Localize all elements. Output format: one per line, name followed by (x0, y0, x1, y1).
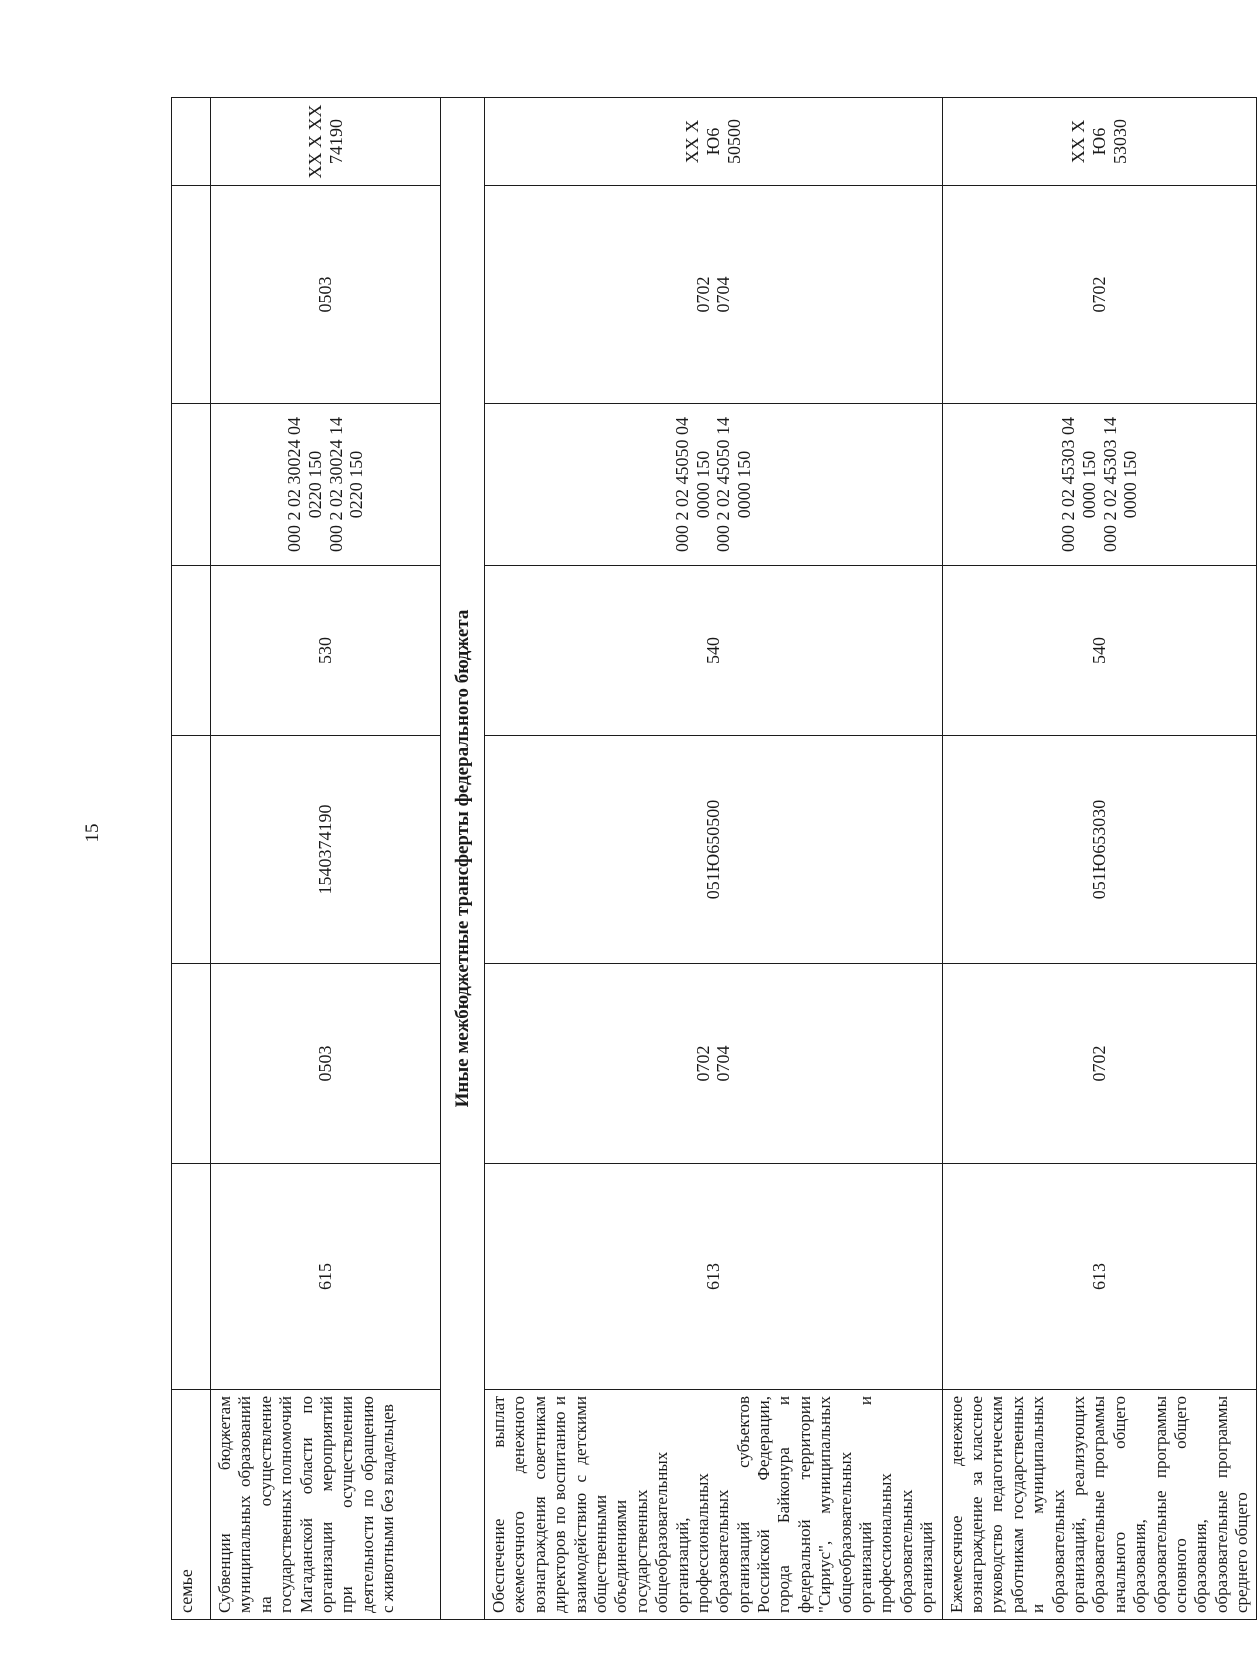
spacer-cell (172, 566, 211, 736)
continuation-text: семье (172, 1390, 211, 1620)
table-row-continuation (172, 98, 211, 1620)
table-row (211, 98, 441, 1620)
target-article-cell: 051Ю650500 (485, 736, 943, 964)
kod-cell: XX X Ю6 53030 (942, 98, 1257, 186)
spacer-cell (172, 98, 211, 186)
income-code-cell: 000 2 02 45303 04 0000 150 000 2 02 45303 14 0000 150 (942, 404, 1257, 566)
income-code-cell: 000 2 02 45050 04 0000 150 000 2 02 45050 14 0000 150 (485, 404, 943, 566)
rotated-table-container (171, 98, 1252, 1620)
section-cell: 0702 0704 (485, 186, 943, 404)
kod-cell: XX X XX 74190 (211, 98, 441, 186)
table-row (942, 98, 1257, 1620)
description-cell: Обеспечение выплат ежемесячного денежного вознаграждения советникам директоров по воспитанию и взаимодействию с детскими общественными объединениями государственных общеобразовательных организаций, профессиональных образовательных организаций субъектов Российской Федерации, города Байконура и федеральной территории "Сириус", муниципальных общеобразовательных организаций и профессиональных образовательных организаций (485, 1390, 943, 1620)
section-cell: 0503 (211, 964, 441, 1164)
kvr-cell: 540 (485, 566, 943, 736)
income-code-cell: 000 2 02 30024 04 0220 150 000 2 02 30024 14 0220 150 (211, 404, 441, 566)
spacer-cell (172, 186, 211, 404)
kod-cell: XX X Ю6 50500 (485, 98, 943, 186)
section-header: Иные межбюджетные трансферты федерального бюджета (441, 98, 485, 1620)
budget-codes-table (171, 97, 1257, 1620)
spacer-cell (172, 404, 211, 566)
spacer-cell (172, 736, 211, 964)
vr-cell: 613 (485, 1164, 943, 1390)
vr-cell: 613 (942, 1164, 1257, 1390)
description-cell: Ежемесячное денежное вознаграждение за классное руководство педагогическим работникам государственных и муниципальных образовательных организаций, реализующих образовательные программы начального общего образования, образовательные программы основного общего образования, образовательные программы среднего общего (942, 1390, 1257, 1620)
spacer-cell (172, 964, 211, 1164)
section-header-row (441, 98, 485, 1620)
kvr-cell: 530 (211, 566, 441, 736)
section-cell: 0702 (942, 964, 1257, 1164)
page-number: 15 (82, 823, 103, 843)
description-cell: Субвенции бюджетам муниципальных образований на осуществление государственных полномочий Магаданской области по организации мероприятий при осуществлении деятельности по обращению с животными без владельцев (211, 1390, 441, 1620)
spacer-cell (172, 1164, 211, 1390)
section-cell: 0503 (211, 186, 441, 404)
section-cell: 0702 (942, 186, 1257, 404)
target-article-cell: 1540374190 (211, 736, 441, 964)
section-cell: 0702 0704 (485, 964, 943, 1164)
vr-cell: 615 (211, 1164, 441, 1390)
kvr-cell: 540 (942, 566, 1257, 736)
table-row (485, 98, 943, 1620)
target-article-cell: 051Ю653030 (942, 736, 1257, 964)
